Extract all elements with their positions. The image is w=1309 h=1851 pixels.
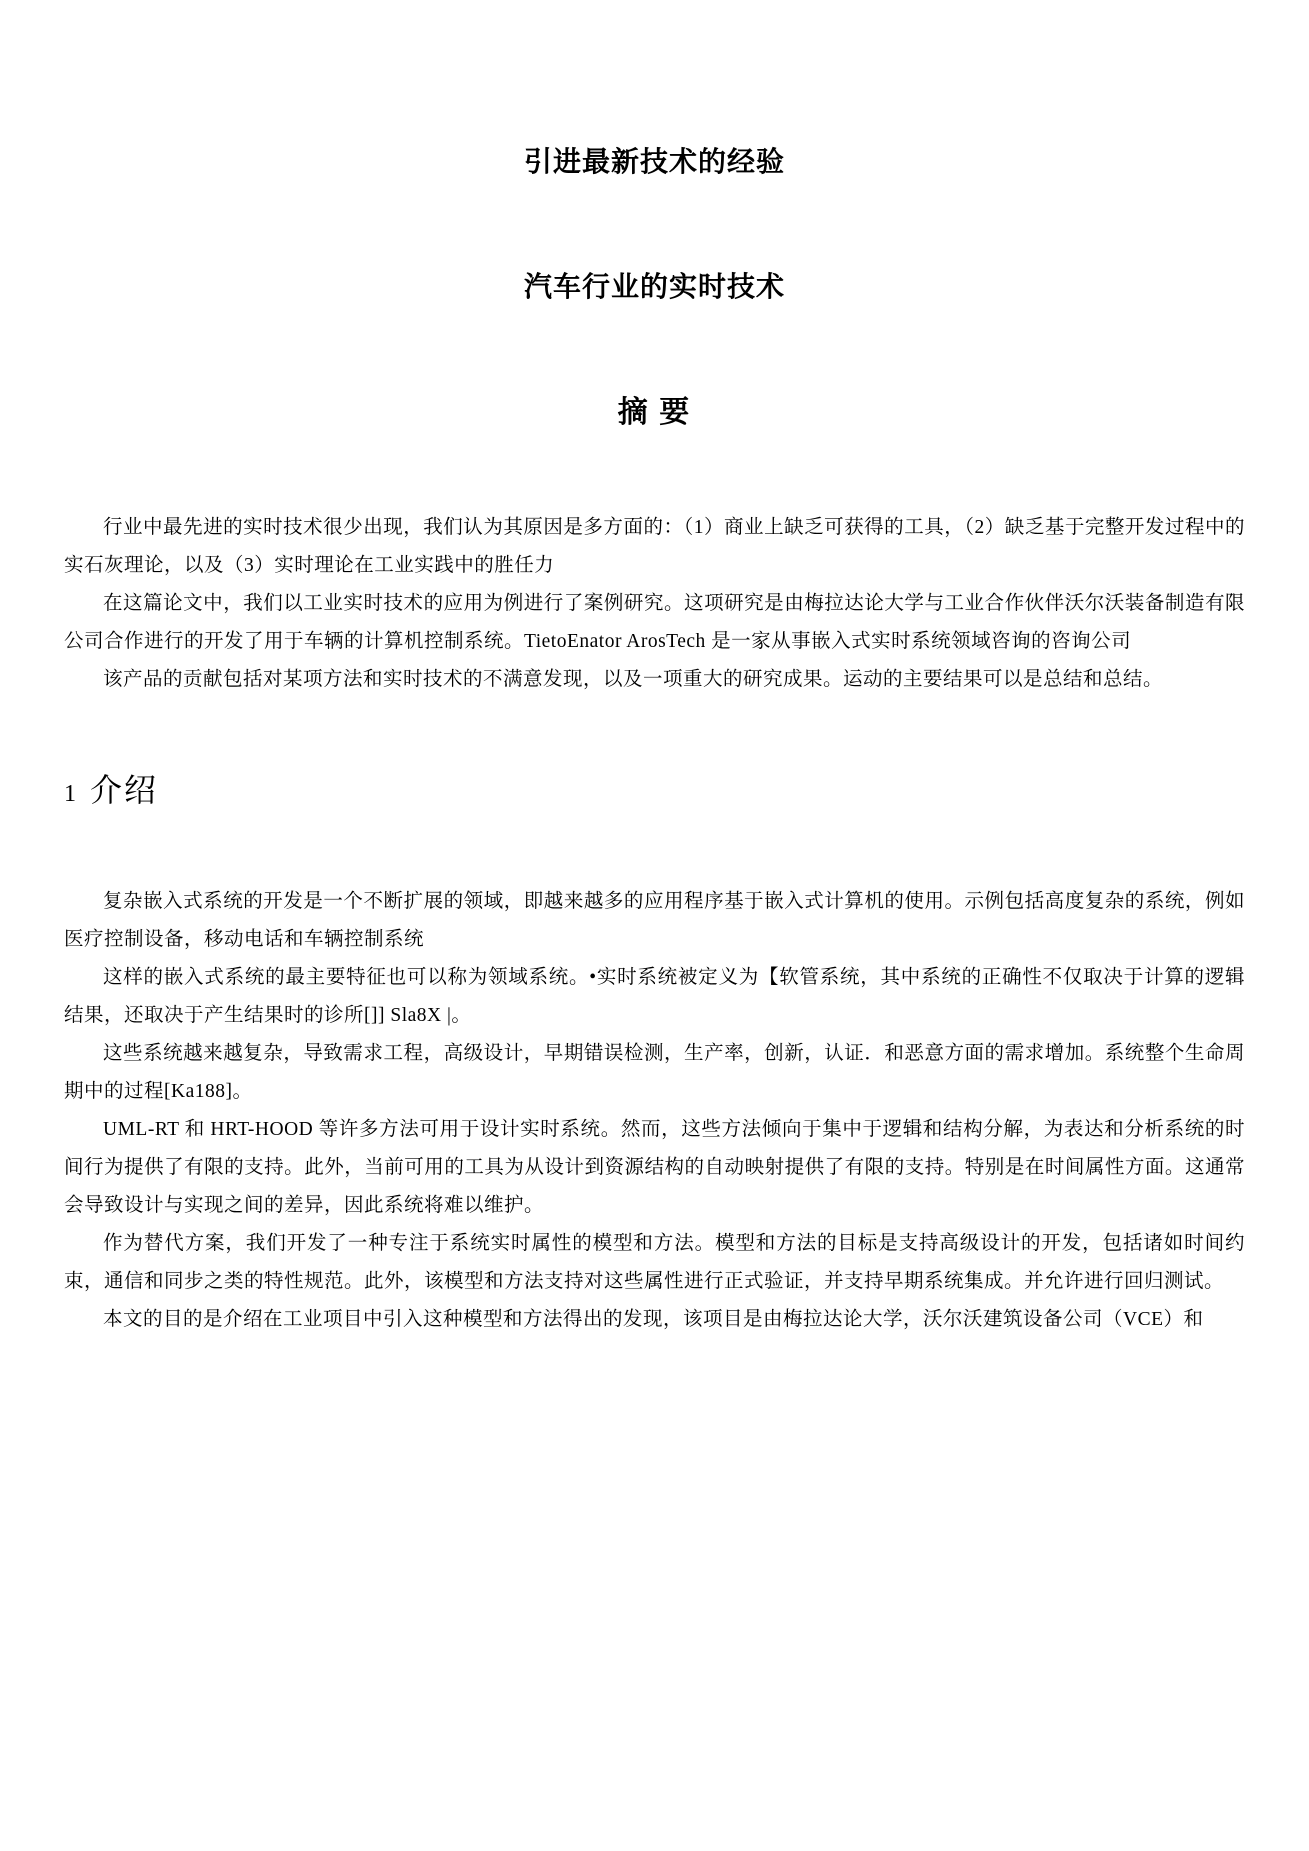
introduction-section: [64, 883, 1245, 1339]
section-1-title: 介绍: [90, 772, 159, 808]
abstract-paragraph: 该产品的贡献包括对某项方法和实时技术的不满意发现，以及一项重大的研究成果。运动的主要结果可以是总结和总结。: [103, 669, 1164, 690]
intro-paragraph: 复杂嵌入式系统的开发是一个不断扩展的领域，即越来越多的应用程序基于嵌入式计算机的使用。示例包括高度复杂的系统，例如医疗控制设备，移动电话和车辆控制系统: [64, 891, 1245, 950]
section-1-number: 1: [64, 781, 76, 807]
intro-paragraph: 这样的嵌入式系统的最主要特征也可以称为领域系统。•实时系统被定义为【软管系统，其中系统的正确性不仅取决于计算的逻辑结果，还取决于产生结果时的诊所[]] Sla8X |。: [64, 967, 1245, 1026]
intro-paragraph: 这些系统越来越复杂，导致需求工程，高级设计，早期错误检测，生产率，创新，认证．和恶意方面的需求增加。系统整个生命周期中的过程[Ka188]。: [64, 1043, 1245, 1102]
abstract-paragraph: 在这篇论文中，我们以工业实时技术的应用为例进行了案例研究。这项研究是由梅拉达论大学与工业合作伙伴沃尔沃装备制造有限公司合作进行的开发了用于车辆的计算机控制系统。TietoEnator ArosTech 是一家从事嵌入式实时系统领域咨询的咨询公司: [64, 593, 1245, 652]
section-1-heading: [64, 765, 1245, 811]
intro-paragraph: 作为替代方案，我们开发了一种专注于系统实时属性的模型和方法。模型和方法的目标是支持高级设计的开发，包括诸如时间约束，通信和同步之类的特性规范。此外，该模型和方法支持对这些属性进行正式验证，并支持早期系统集成。并允许进行回归测试。: [64, 1233, 1245, 1292]
intro-paragraph: UML-RT 和 HRT-HOOD 等许多方法可用于设计实时系统。然而，这些方法倾向于集中于逻辑和结构分解，为表达和分析系统的时间行为提供了有限的支持。此外，当前可用的工具为从设计到资源结构的自动映射提供了有限的支持。特别是在时间属性方面。这通常会导致设计与实现之间的差异，因此系统将难以维护。: [64, 1119, 1245, 1216]
abstract-paragraph: 行业中最先进的实时技术很少出现，我们认为其原因是多方面的：（1）商业上缺乏可获得的工具，（2）缺乏基于完整开发过程中的实石灰理论，以及（3）实时理论在工业实践中的胜任力: [64, 517, 1245, 576]
document-title-line2: 汽车行业的实时技术: [523, 272, 785, 303]
abstract-section: [64, 509, 1245, 699]
abstract-heading: 摘 要: [617, 396, 692, 429]
intro-paragraph: 本文的目的是介绍在工业项目中引入这种模型和方法得出的发现，该项目是由梅拉达论大学，沃尔沃建筑设备公司（VCE）和: [103, 1309, 1204, 1330]
document-title-line1: 引进最新技术的经验: [523, 147, 785, 178]
